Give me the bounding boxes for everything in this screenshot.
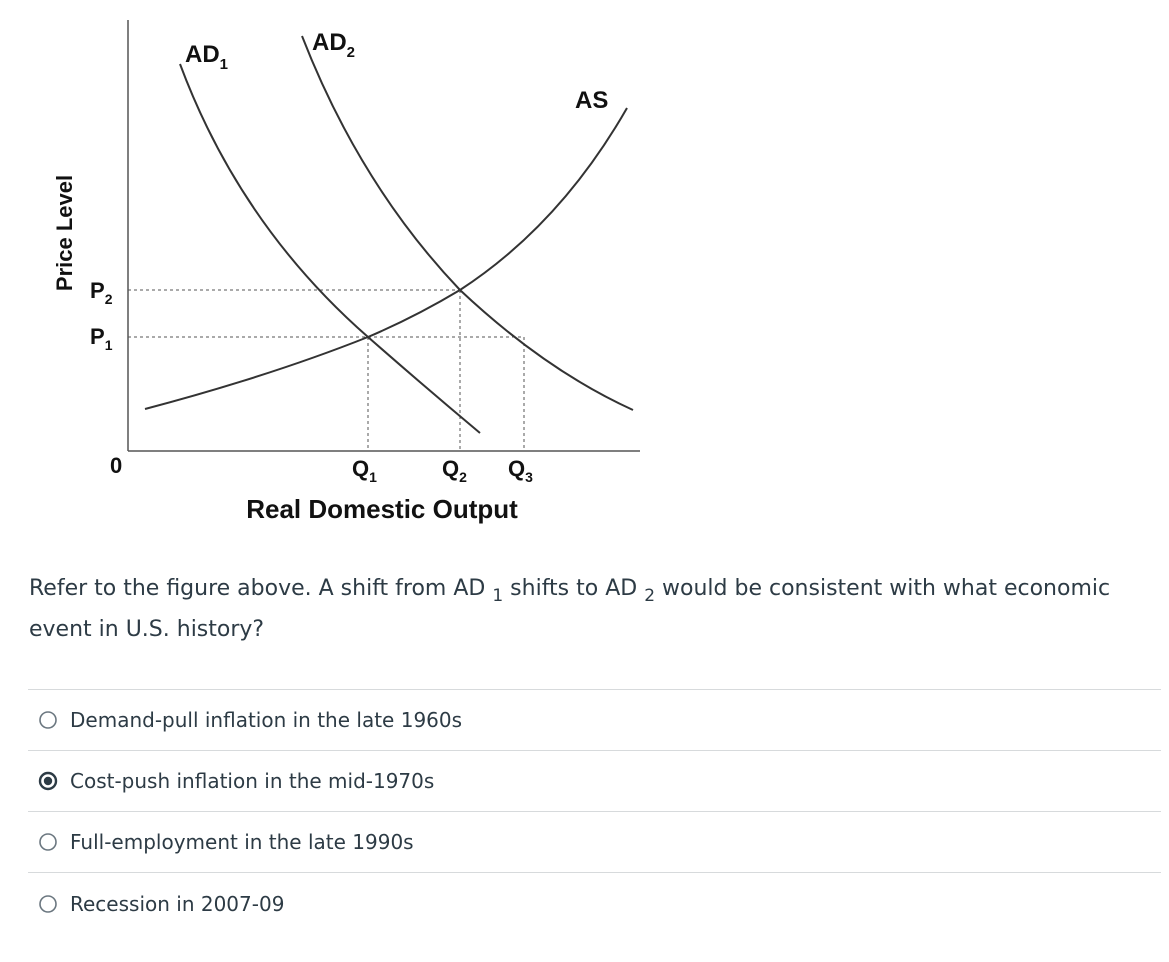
ad1-label: $AD_1$ (185, 41, 229, 73)
q1-tick-label: $Q_1$ (352, 456, 377, 485)
y-axis-title: Price Level (52, 174, 77, 292)
radio-selected-icon[interactable] (38, 771, 58, 791)
answer-option[interactable] (28, 812, 1161, 873)
q3-tick-label: $Q_3$ (508, 456, 533, 485)
q2-tick-label: $Q_2$ (442, 456, 467, 485)
p2-tick-label: $P_2$ (90, 278, 113, 307)
x-axis-title: Real Domestic Output (246, 494, 518, 524)
answer-label: Cost-push inflation in the mid-1970s (70, 769, 435, 793)
answer-list (28, 689, 1161, 934)
answer-label: Recession in 2007-09 (70, 891, 285, 916)
radio-unselected-icon[interactable] (38, 832, 58, 852)
p1-tick-label: $P_1$ (90, 324, 113, 353)
answer-option[interactable] (28, 690, 1161, 751)
answer-label: Full-employment in the late 1990s (70, 830, 414, 854)
answer-option[interactable] (28, 751, 1161, 812)
answer-label: Demand-pull inflation in the late 1960s (70, 708, 463, 732)
as-label: AS (575, 87, 609, 114)
radio-unselected-icon[interactable] (38, 710, 58, 730)
ad2-label: $AD_2$ (312, 29, 356, 61)
radio-unselected-icon[interactable] (38, 894, 58, 914)
as-curve (145, 108, 627, 409)
origin-label: 0 (110, 453, 123, 478)
question-text: Refer to the figure above. A shift from AD $_1$ shifts to AD $_2$ would be consistent with what economic event in U.S. history? (29, 576, 1111, 642)
ad1-curve (180, 64, 480, 433)
answer-option[interactable] (28, 873, 1161, 934)
